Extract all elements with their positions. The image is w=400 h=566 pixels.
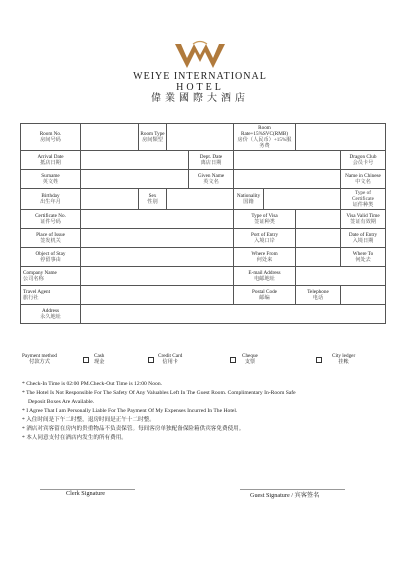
payment-method-label: Payment method 付款方式 (22, 353, 58, 365)
payment-row (20, 343, 385, 375)
note-line: * Check-In Time is 02:00 PM.Check-Out Time is 12:00 Noon. (22, 381, 163, 387)
dept-date-field[interactable] (234, 151, 341, 170)
port-of-entry-field[interactable] (296, 229, 341, 248)
visa-valid-time-label: Visa Valid Time 签证有效期 (341, 210, 386, 229)
city-ledger-checkbox[interactable] (316, 357, 322, 363)
note-line: * 酒店对宾客留在房内的贵重物品不负责保管。每间客房单独配备保险箱供宾客免费使用。 (22, 426, 245, 432)
row-birthday (21, 189, 386, 210)
nationality-field[interactable] (264, 189, 341, 210)
w-logo-icon (173, 40, 227, 70)
type-of-certificate-label: Type of Certificate 证件种类 (341, 189, 386, 210)
given-name-field[interactable] (234, 170, 341, 189)
address-label: Address 永久地址 (21, 305, 81, 324)
hotel-logo (0, 40, 400, 105)
sex-label: Sex 性别 (139, 189, 167, 210)
note-line: Deposit Boxes Are Available. (28, 399, 95, 405)
room-rate-label: Room Rate+15%SVC(RMB) 房价（人民币）+15%服务费 (234, 124, 296, 151)
row-room (21, 124, 386, 151)
email-address-label: E-mail Address 电邮地址 (234, 267, 296, 286)
travel-agent-field[interactable] (81, 286, 234, 305)
place-of-issue-label: Place of Issue 签发机关 (21, 229, 81, 248)
port-of-entry-label: Port of Entry 入境口岸 (234, 229, 296, 248)
clerk-signature-label: Clerk Signature (66, 490, 106, 497)
terms-notes (22, 380, 382, 443)
guest-signature-label: Guest Signature / 宾客签名 (250, 492, 320, 499)
type-of-visa-label: Type of Visa 签证种类 (234, 210, 296, 229)
company-name-field[interactable] (81, 267, 234, 286)
dragon-club-label: Dragon Club 会员卡号 (341, 151, 386, 170)
object-of-stay-label: Object of Stay 停留事由 (21, 248, 81, 267)
row-address (21, 305, 386, 324)
hotel-name-line1: WEIYE INTERNATIONAL (133, 71, 267, 82)
row-dates (21, 151, 386, 170)
certificate-no-field[interactable] (81, 210, 234, 229)
telephone-field[interactable] (341, 286, 386, 305)
travel-agent-label: Travel Agent 旅行社 (21, 286, 81, 305)
cash-option[interactable]: Cash 现金 (94, 353, 105, 365)
room-type-field[interactable] (167, 124, 234, 151)
note-line: * I Agree That I am Personally Liable For The Payment Of My Expenses Incurred In The Hotel. (22, 408, 238, 414)
company-name-label: Company Name 公司名称 (21, 267, 81, 286)
cheque-option[interactable]: Cheque 支票 (242, 353, 258, 365)
note-line: * 入住时间是下午二时整，退房时间是正午十二时整。 (22, 417, 155, 423)
email-address-field[interactable] (296, 267, 386, 286)
address-field[interactable] (81, 305, 386, 324)
arrival-date-field[interactable] (81, 151, 189, 170)
hotel-name-cn: 偉業國際大酒店 (151, 93, 249, 104)
room-no-label: Room No. 房间号码 (21, 124, 81, 151)
note-line: * 本人同意支付在酒店内发生的所有费用。 (22, 435, 127, 441)
room-no-field[interactable] (81, 124, 139, 151)
surname-field[interactable] (81, 170, 189, 189)
cash-checkbox[interactable] (83, 357, 89, 363)
row-names (21, 170, 386, 189)
surname-label: Surname 英文姓 (21, 170, 81, 189)
dept-date-label: Dept. Date 离店日期 (189, 151, 234, 170)
postal-code-label: Postal Code 邮编 (234, 286, 296, 305)
room-type-label: Room Type 房间類型 (139, 124, 167, 151)
row-company (21, 267, 386, 286)
note-line: * The Hotel Is Not Responsible For The Safety Of Any Valuables Left In The Guest Room. Complimentary In-Room Safe (22, 390, 296, 396)
credit-card-checkbox[interactable] (148, 357, 154, 363)
name-in-chinese-label: Name in Chinese 中文名 (341, 170, 386, 189)
arrival-date-label: Arrival Date 抵店日期 (21, 151, 81, 170)
row-stay (21, 248, 386, 267)
registration-form (20, 123, 386, 324)
telephone-label: Telephone 电话 (296, 286, 341, 305)
object-of-stay-field[interactable] (81, 248, 234, 267)
type-of-visa-field[interactable] (296, 210, 341, 229)
row-travel (21, 286, 386, 305)
cheque-checkbox[interactable] (230, 357, 236, 363)
birthday-field[interactable] (81, 189, 139, 210)
city-ledger-option[interactable]: City ledger 挂帐 (332, 353, 356, 365)
row-certificate (21, 210, 386, 229)
certificate-no-label: Certificate No. 证件号码 (21, 210, 81, 229)
row-issue (21, 229, 386, 248)
birthday-label: Birthday 出生年月 (21, 189, 81, 210)
hotel-name-line2: HOTEL (176, 82, 224, 93)
place-of-issue-field[interactable] (81, 229, 234, 248)
where-from-field[interactable] (296, 248, 341, 267)
nationality-label: Nationality 国籍 (234, 189, 264, 210)
where-to-label: Where To 何处去 (341, 248, 386, 267)
date-of-entry-label: Date of Entry 入境日期 (341, 229, 386, 248)
sex-field[interactable] (167, 189, 234, 210)
where-from-label: Where From 何处来 (234, 248, 296, 267)
given-name-label: Given Name 英文名 (189, 170, 234, 189)
room-rate-field[interactable] (296, 124, 386, 151)
credit-card-option[interactable]: Credit Card 信用卡 (158, 353, 183, 365)
